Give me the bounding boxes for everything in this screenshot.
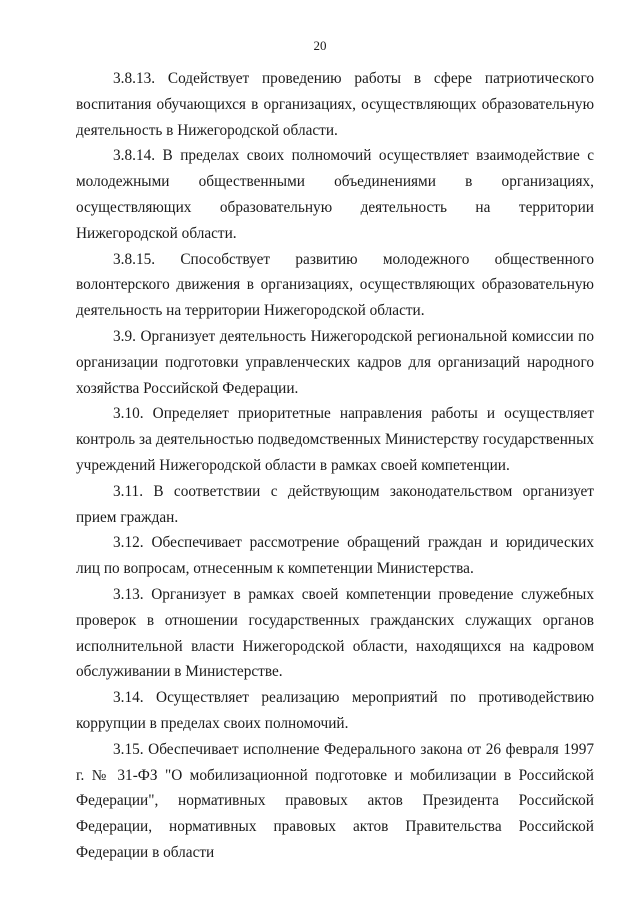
paragraph-3-14: 3.14. Осуществляет реализацию мероприятий по противодействию коррупции в пределах своих полномочий.	[76, 689, 594, 732]
paragraph-3-9: 3.9. Организует деятельность Нижегородской региональной комиссии по организации подготовки управленческих кадров для организаций народного хозяйства Российской Федерации.	[76, 327, 594, 397]
paragraph-3-8-14: 3.8.14. В пределах своих полномочий осуществляет взаимодействие с молодежными общественными объединениями в организациях, осуществляющих образовательную деятельность на территории Нижегородской области.	[76, 147, 594, 242]
paragraph-3-8-15: 3.8.15. Способствует развитию молодежного общественного волонтерского движения в организациях, осуществляющих образовательную деятельность на территории Нижегородской области.	[76, 250, 594, 320]
page-number: 20	[313, 38, 327, 53]
paragraph-3-10: 3.10. Определяет приоритетные направления работы и осуществляет контроль за деятельностью подведомственных Министерству государственных учреждений Нижегородской области в рамках своей компетенции.	[76, 405, 594, 474]
paragraph-3-12: 3.12. Обеспечивает рассмотрение обращений граждан и юридических лиц по вопросам, отнесенным к компетенции Министерства.	[76, 534, 594, 578]
paragraph-3-13: 3.13. Организует в рамках своей компетенции проведение служебных проверок в отношении государственных гражданских служащих органов исполнительной власти Нижегородской области, находящихся на кадровом обслуживании в Министерстве.	[76, 585, 594, 681]
paragraph-3-15: 3.15. Обеспечивает исполнение Федерального закона от 26 февраля 1997 г. № 31-ФЗ "О мобилизационной подготовке и мобилизации в Российской Федерации", нормативных правовых актов Президента Российской Федерации, нормативных правовых актов Правительства Российской Федерации в области	[76, 740, 594, 861]
document-body	[76, 66, 594, 866]
paragraph-3-8-13: 3.8.13. Содействует проведению работы в сфере патриотического воспитания обучающихся в организациях, осуществляющих образовательную деятельность в Нижегородской области.	[76, 70, 594, 139]
paragraph-3-11: 3.11. В соответствии с действующим законодательством организует прием граждан.	[76, 482, 594, 526]
